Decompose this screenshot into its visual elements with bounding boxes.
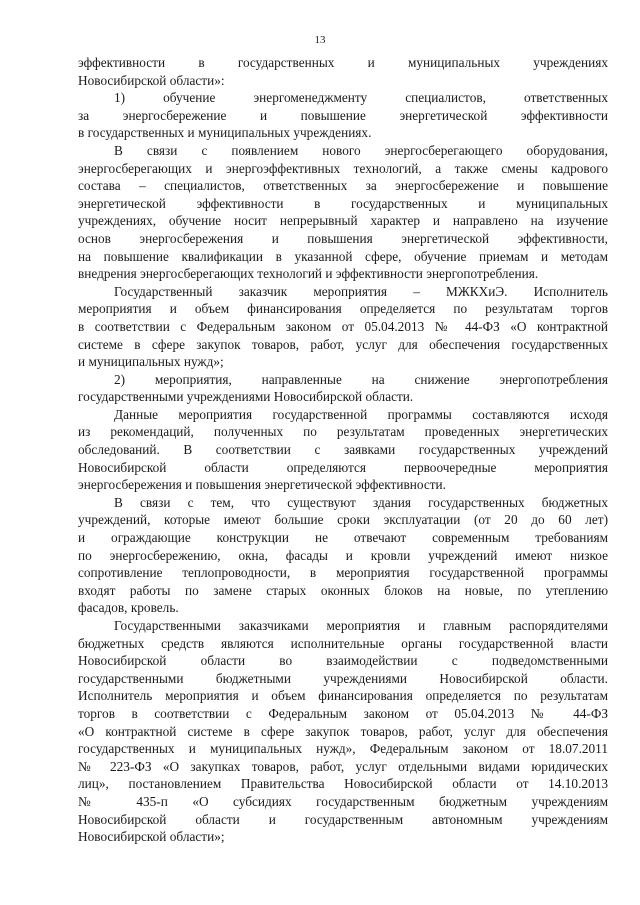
paragraph (78, 283, 608, 371)
text-line: Новосибирской области во взаимодействии с подведомственными (78, 653, 608, 669)
text-line: и муниципальных нужд»; (78, 354, 224, 370)
text-line: фасадов, кровель. (78, 600, 179, 616)
text-line: Данные мероприятия государственной программы составляются исходя (114, 406, 608, 422)
text-line: входят работы по замене старых оконных блоков на новые, по утеплению (78, 582, 608, 598)
text-line: основ энергосбережения и повышения энергетической эффективности, (78, 230, 608, 246)
text-line: по энергосбережению, окна, фасады и кровли учреждений имеют низкое (78, 547, 608, 563)
text-line: системе в сфере закупок товаров, работ, услуг для обеспечения государственных (78, 336, 608, 352)
text-line: № 435-п «О субсидиях государственным бюджетным учреждениям (78, 793, 608, 809)
text-line: сопротивление теплопроводности, в мероприятия государственной программы (78, 565, 608, 581)
text-line: государственными бюджетными учреждениями Новосибирской области. (78, 670, 608, 686)
text-line: учреждениях, обучение носит непрерывный характер и направлено на изучение (78, 213, 608, 229)
text-line: № 223-ФЗ «О закупках товаров, работ, услуг отдельными видами юридических (78, 758, 608, 774)
text-line: 2) мероприятия, направленные на снижение энергопотребления (114, 371, 608, 387)
text-line: энергетической эффективности в государственных и муниципальных (78, 195, 608, 211)
paragraph (78, 371, 608, 406)
text-line: в государственных и муниципальных учреждениях. (78, 125, 372, 141)
text-line: Новосибирской области определяются первоочередные мероприятия (78, 459, 608, 475)
text-line: энергосбережения и повышения энергетической эффективности. (78, 477, 446, 493)
text-line: энергосберегающих и энергоэффективных технологий, а также смены кадрового (78, 160, 608, 176)
text-line: внедрения энергосберегающих технологий и эффективности энергопотребления. (78, 266, 539, 282)
text-line: состава – специалистов, ответственных за энергосбережение и повышение (78, 178, 608, 194)
text-line: государственными учреждениями Новосибирской области. (78, 389, 414, 405)
text-line: учреждений, которые имеют большие сроки эксплуатации (от 20 до 60 лет) (78, 512, 608, 528)
text-line: на повышение квалификации в указанной сфере, обучение приемам и методам (78, 248, 608, 264)
text-line: лиц», постановлением Правительства Новосибирской области от 14.10.2013 (78, 776, 608, 792)
text-line: за энергосбережение и повышение энергетической эффективности (78, 107, 608, 123)
text-line: мероприятия и объем финансирования определяется по результатам торгов (78, 301, 608, 317)
text-line: и ограждающие конструкции не отвечают современным требованиям (78, 530, 608, 546)
paragraph (78, 142, 608, 283)
paragraph (78, 494, 608, 617)
paragraph (78, 617, 608, 846)
text-line: «О контрактной системе в сфере закупок товаров, работ, услуг для обеспечения (78, 723, 608, 739)
text-line: 1) обучение энергоменеджменту специалистов, ответственных (114, 90, 608, 106)
text-line: в соответствии с Федеральным законом от 05.04.2013 № 44-ФЗ «О контрактной (78, 318, 608, 334)
text-line: обследований. В соответствии с заявками государственных учреждений (78, 442, 608, 458)
text-line: эффективности в государственных и муниципальных учреждениях (78, 55, 608, 70)
text-line: Государственными заказчиками мероприятия и главным распорядителями (114, 618, 608, 633)
page-number: 13 (314, 34, 326, 46)
text-line: В связи с тем, что существуют здания государственных бюджетных (114, 494, 608, 510)
text-line: Новосибирской области»; (78, 829, 225, 845)
document-body (78, 54, 608, 846)
text-line: Государственный заказчик мероприятия – МЖКХиЭ. Исполнитель (114, 283, 608, 299)
text-line: бюджетных средств являются исполнительные органы государственной власти (78, 635, 608, 651)
text-line: Новосибирской области»: (78, 72, 225, 88)
paragraph (78, 54, 608, 89)
text-line: Исполнитель мероприятия и объем финансирования определяется по результатам (78, 688, 608, 704)
text-line: торгов в соответствии с Федеральным законом от 05.04.2013 № 44-ФЗ (78, 705, 608, 721)
text-line: Новосибирской области и государственным автономным учреждениям (78, 811, 608, 827)
text-line: из рекомендаций, полученных по результатам проведенных энергетических (78, 424, 608, 440)
paragraph (78, 406, 608, 494)
text-line: В связи с появлением нового энергосберегающего оборудования, (114, 142, 608, 158)
text-line: государственных и муниципальных нужд», Федеральным законом от 18.07.2011 (78, 741, 608, 757)
paragraph (78, 89, 608, 142)
